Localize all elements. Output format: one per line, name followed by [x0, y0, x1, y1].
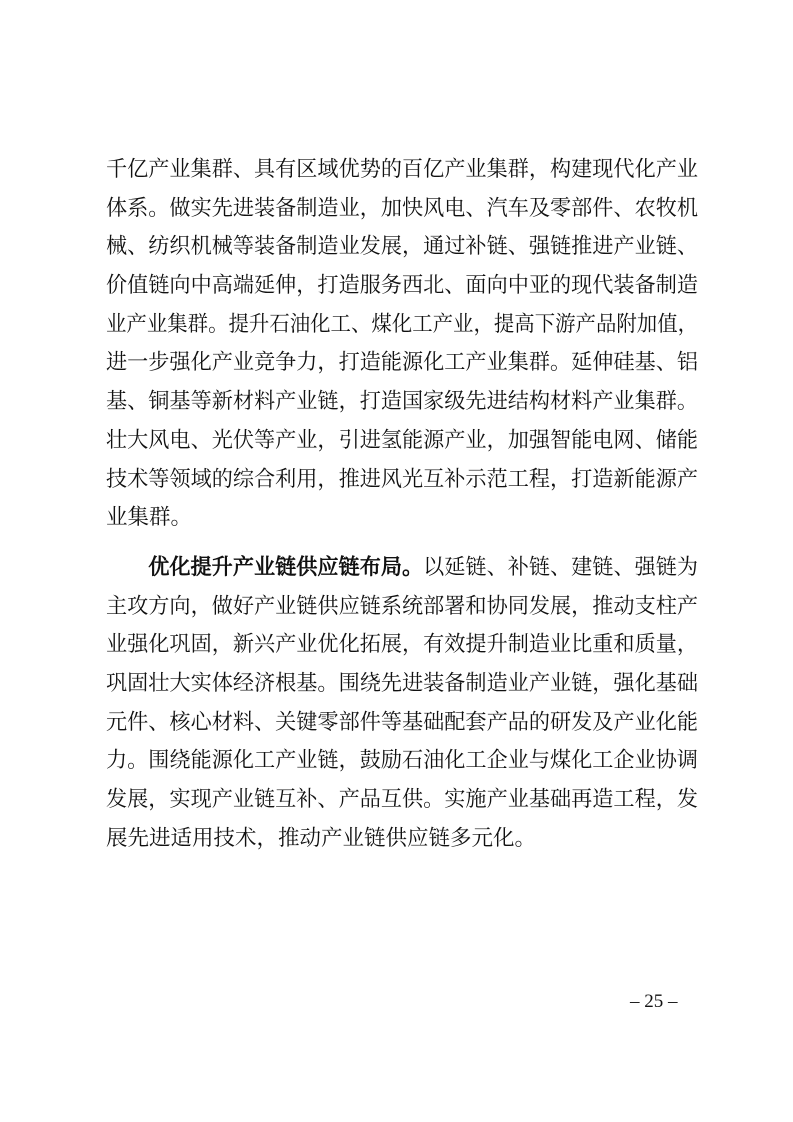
text-line: 基、铜基等新材料产业链，打造国家级先进结构材料产业集群。 [106, 389, 699, 415]
text-line: 力。围绕能源化工产业链，鼓励石油化工企业与煤化工企业协调 [106, 748, 699, 774]
text-line: 业产业集群。提升石油化工、煤化工产业，提高下游产品附加值， [106, 311, 699, 337]
text-line: 元件、核心材料、关键零部件等基础配套产品的研发及产业化能 [106, 709, 699, 735]
body-text [106, 151, 698, 858]
text-line: 主攻方向，做好产业链供应链系统部署和协同发展，推动支柱产 [106, 593, 699, 619]
text-line: 业集群。 [106, 505, 193, 531]
page-number: – 25 – [630, 991, 678, 1012]
text-line: 价值链向中高端延伸，打造服务西北、面向中亚的现代装备制造 [106, 273, 699, 299]
text-line: 业强化巩固，新兴产业优化拓展，有效提升制造业比重和质量， [106, 632, 699, 658]
paragraph-2 [106, 549, 698, 859]
text-line: 千亿产业集群、具有区域优势的百亿产业集群，构建现代化产业 [106, 157, 699, 182]
text-line: 壮大风电、光伏等产业，引进氢能源产业，加强智能电网、储能 [106, 427, 699, 453]
text-line: 技术等领域的综合利用，推进风光互补示范工程，打造新能源产 [106, 466, 699, 492]
text-line: 械、纺织机械等装备制造业发展，通过补链、强链推进产业链、 [106, 234, 699, 260]
text-line [106, 549, 698, 588]
section-heading: 优化提升产业链供应链布局。 [148, 554, 424, 580]
text-line: 展先进适用技术，推动产业链供应链多元化。 [106, 825, 537, 851]
text-line: 巩固壮大实体经济根基。围绕先进装备制造业产业链，强化基础 [106, 670, 699, 696]
text-line: 发展，实现产业链互补、产品互供。实施产业基础再造工程，发 [106, 787, 699, 812]
heading-line-rest: 以延链、补链、建链、强链为 [423, 554, 699, 580]
paragraph-spacer [106, 538, 698, 549]
paragraph-1 [106, 151, 698, 538]
text-line: 体系。做实先进装备制造业，加快风电、汽车及零部件、农牧机 [106, 195, 699, 221]
text-line: 进一步强化产业竞争力，打造能源化工产业集群。延伸硅基、铝 [106, 350, 699, 376]
